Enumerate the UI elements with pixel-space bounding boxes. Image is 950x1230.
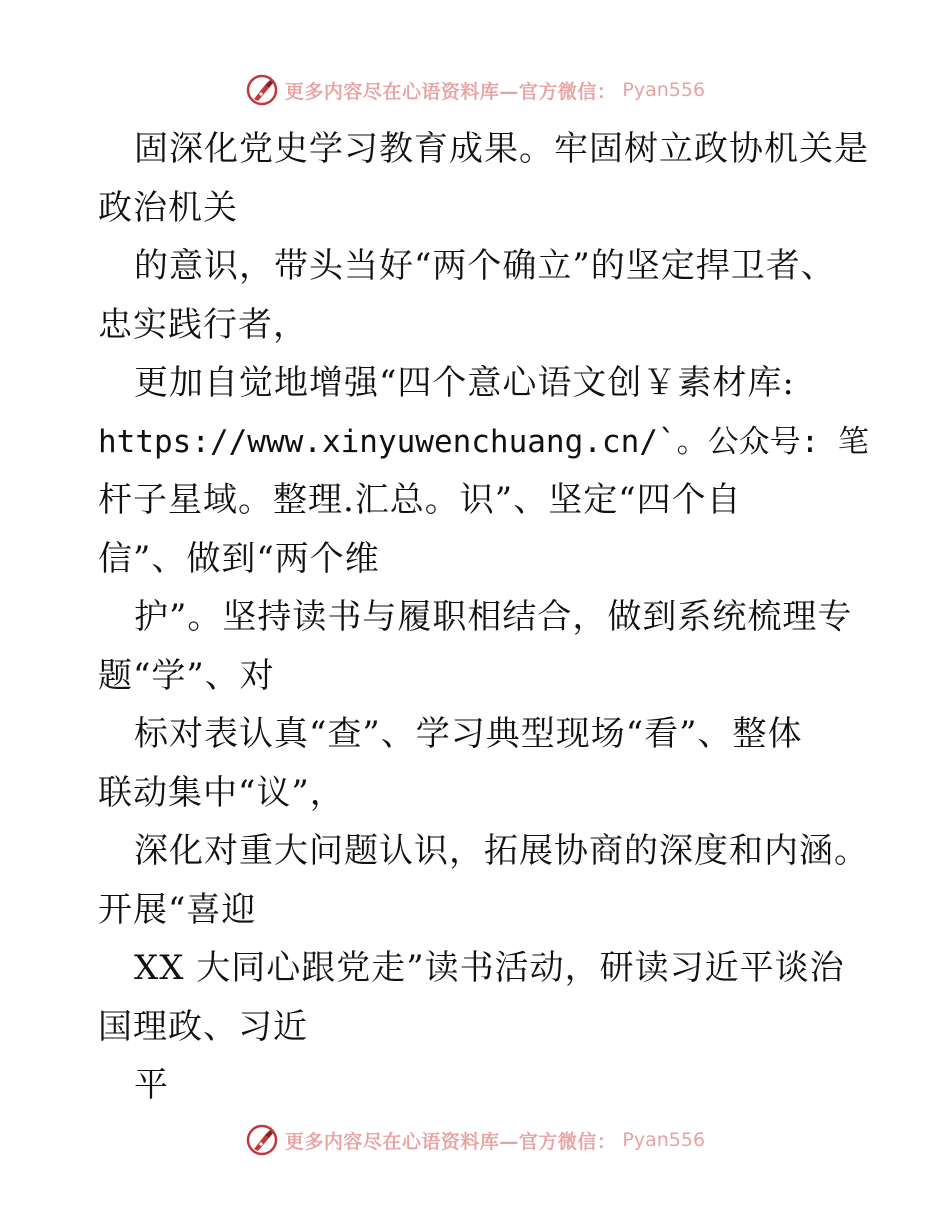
text-line: 政治机关: [98, 187, 238, 228]
text-line: 信”、做到“两个维: [98, 538, 380, 579]
text-line: 固深化党史学习教育成果。牢固树立政协机关是: [134, 129, 869, 169]
header-watermark-banner: [0, 70, 950, 110]
text-line: 的意识，带头当好“两个确立”的坚定捍卫者、: [134, 246, 836, 286]
text-line-url: https://www.xinyuwenchuang.cn/`。公众号: 笔: [98, 423, 869, 460]
pen-nib-circle-icon: [245, 1123, 279, 1157]
footer-watermark-banner: [0, 1120, 950, 1160]
header-banner-text: 更多内容尽在心语资料库—官方微信：: [284, 80, 617, 103]
text-line: 护”。坚持读书与履职相结合，做到系统梳理专: [134, 597, 853, 637]
text-line: 题“学”、对: [98, 655, 275, 696]
header-banner-contact: Pyan556: [622, 79, 706, 101]
text-line: 更加自觉地增强“四个意心语文创￥素材库:: [134, 363, 795, 403]
document-body: [98, 120, 869, 1115]
text-line: 联动集中“议”，: [98, 772, 345, 813]
text-line: 杆子星域。整理.汇总。识”、坚定“四个自: [98, 480, 742, 520]
footer-banner-text: 更多内容尽在心语资料库—官方微信：: [284, 1130, 617, 1153]
text-line: 开展“喜迎: [98, 889, 257, 930]
text-line: 标对表认真“查”、学习典型现场“看”、整体: [134, 714, 803, 754]
text-line: 国理政、习近: [98, 1006, 308, 1047]
text-line: 平: [134, 1065, 169, 1105]
pen-nib-circle-icon: [245, 73, 279, 107]
footer-banner-contact: Pyan556: [622, 1129, 706, 1151]
text-line: 忠实践行者，: [98, 304, 308, 345]
text-line: XX 大同心跟党走”读书活动，研读习近平谈治: [134, 948, 845, 988]
text-line: 深化对重大问题认识，拓展协商的深度和内涵。: [134, 831, 869, 871]
